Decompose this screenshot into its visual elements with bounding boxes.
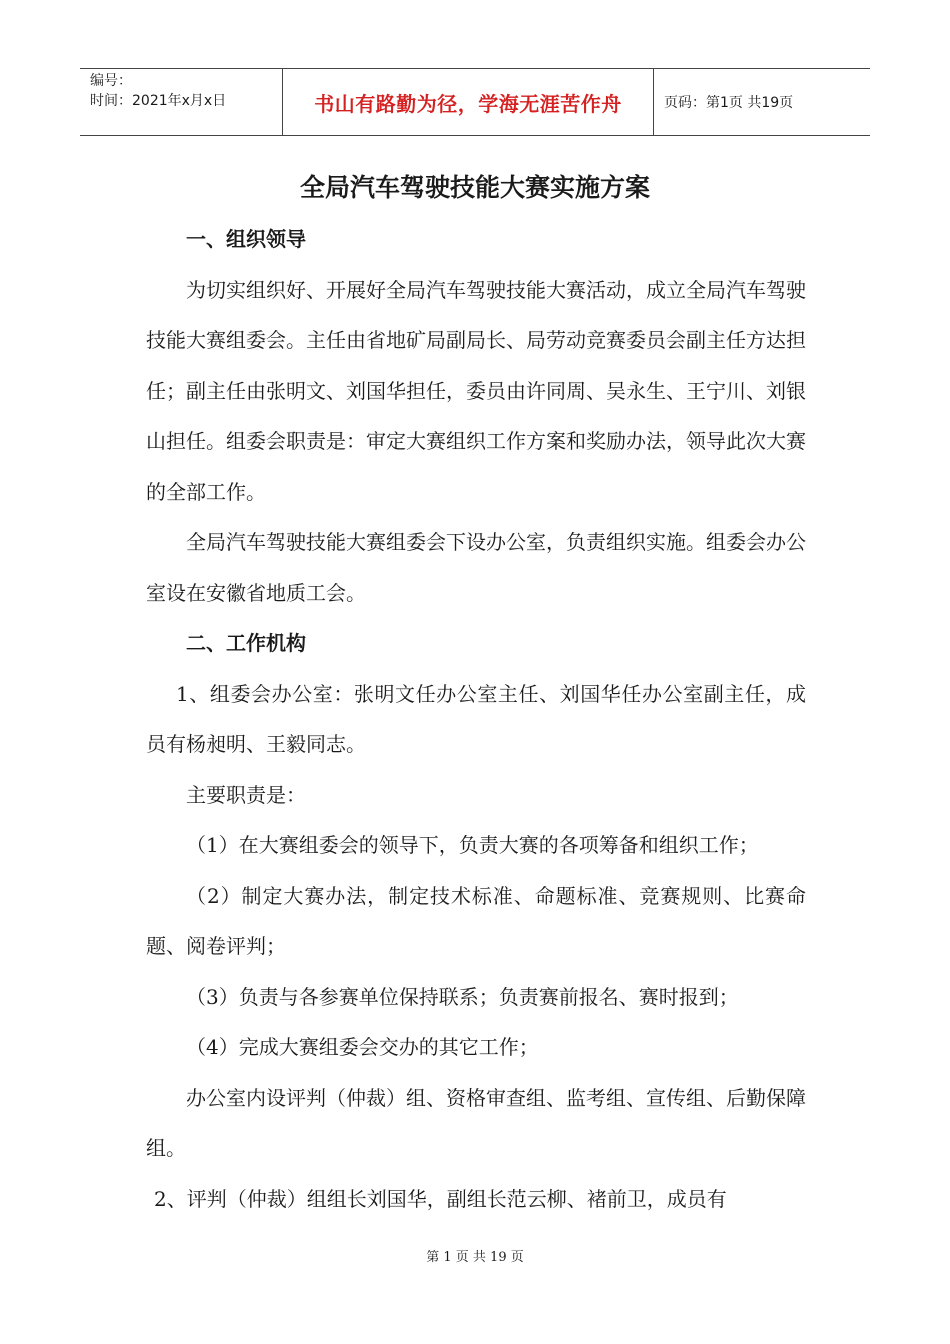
header-page-number: 页码：第1页 共19页 (664, 95, 794, 111)
list-item: （4）完成大赛组委会交办的其它工作； (186, 1035, 539, 1059)
list-item: （2）制定大赛办法，制定技术标准、命题标准、竞赛规则、比赛命题、阅卷评判； (146, 883, 806, 958)
paragraph: 2、评判（仲裁）组组长刘国华，副组长范云柳、褚前卫，成员有 (154, 1186, 727, 1211)
header-motto: 书山有路勤为径，学海无涯苦作舟 (282, 69, 654, 135)
header-meta (80, 69, 282, 135)
document-number-label: 编号： (90, 73, 132, 89)
document-title: 全局汽车驾驶技能大赛实施方案 (299, 173, 650, 202)
section-heading-leadership: 一、组织领导 (186, 227, 306, 251)
paragraph: 主要职责是： (186, 782, 306, 807)
paragraph: 1、组委会办公室：张明文任办公室主任、刘国华任办公室副主任，成员有杨昶明、王毅同志。 (146, 681, 806, 756)
document-time-label: 时间：2021年x月x日 (90, 93, 227, 109)
document-body (146, 214, 806, 1224)
list-item: （1）在大赛组委会的领导下，负责大赛的各项筹备和组织工作； (186, 833, 759, 857)
section-heading-organization: 二、工作机构 (186, 631, 306, 655)
list-item: （3）负责与各参赛单位保持联系；负责赛前报名、赛时报到； (186, 984, 739, 1009)
paragraph: 办公室内设评判（仲裁）组、资格审查组、监考组、宣传组、后勤保障组。 (146, 1085, 806, 1160)
page-footer: 第 1 页 共 19 页 (426, 1250, 524, 1265)
paragraph: 全局汽车驾驶技能大赛组委会下设办公室，负责组织实施。组委会办公室设在安徽省地质工会。 (146, 530, 806, 605)
paragraph: 为切实组织好、开展好全局汽车驾驶技能大赛活动，成立全局汽车驾驶技能大赛组委会。主任由省地矿局副局长、局劳动竞赛委员会副主任方达担任；副主任由张明文、刘国华担任，委员由许同周、吴永生、王宁川、刘银山担任。组委会职责是：审定大赛组织工作方案和奖励办法，领导此次大赛的全部工作。 (146, 277, 806, 504)
header-table (80, 68, 870, 136)
